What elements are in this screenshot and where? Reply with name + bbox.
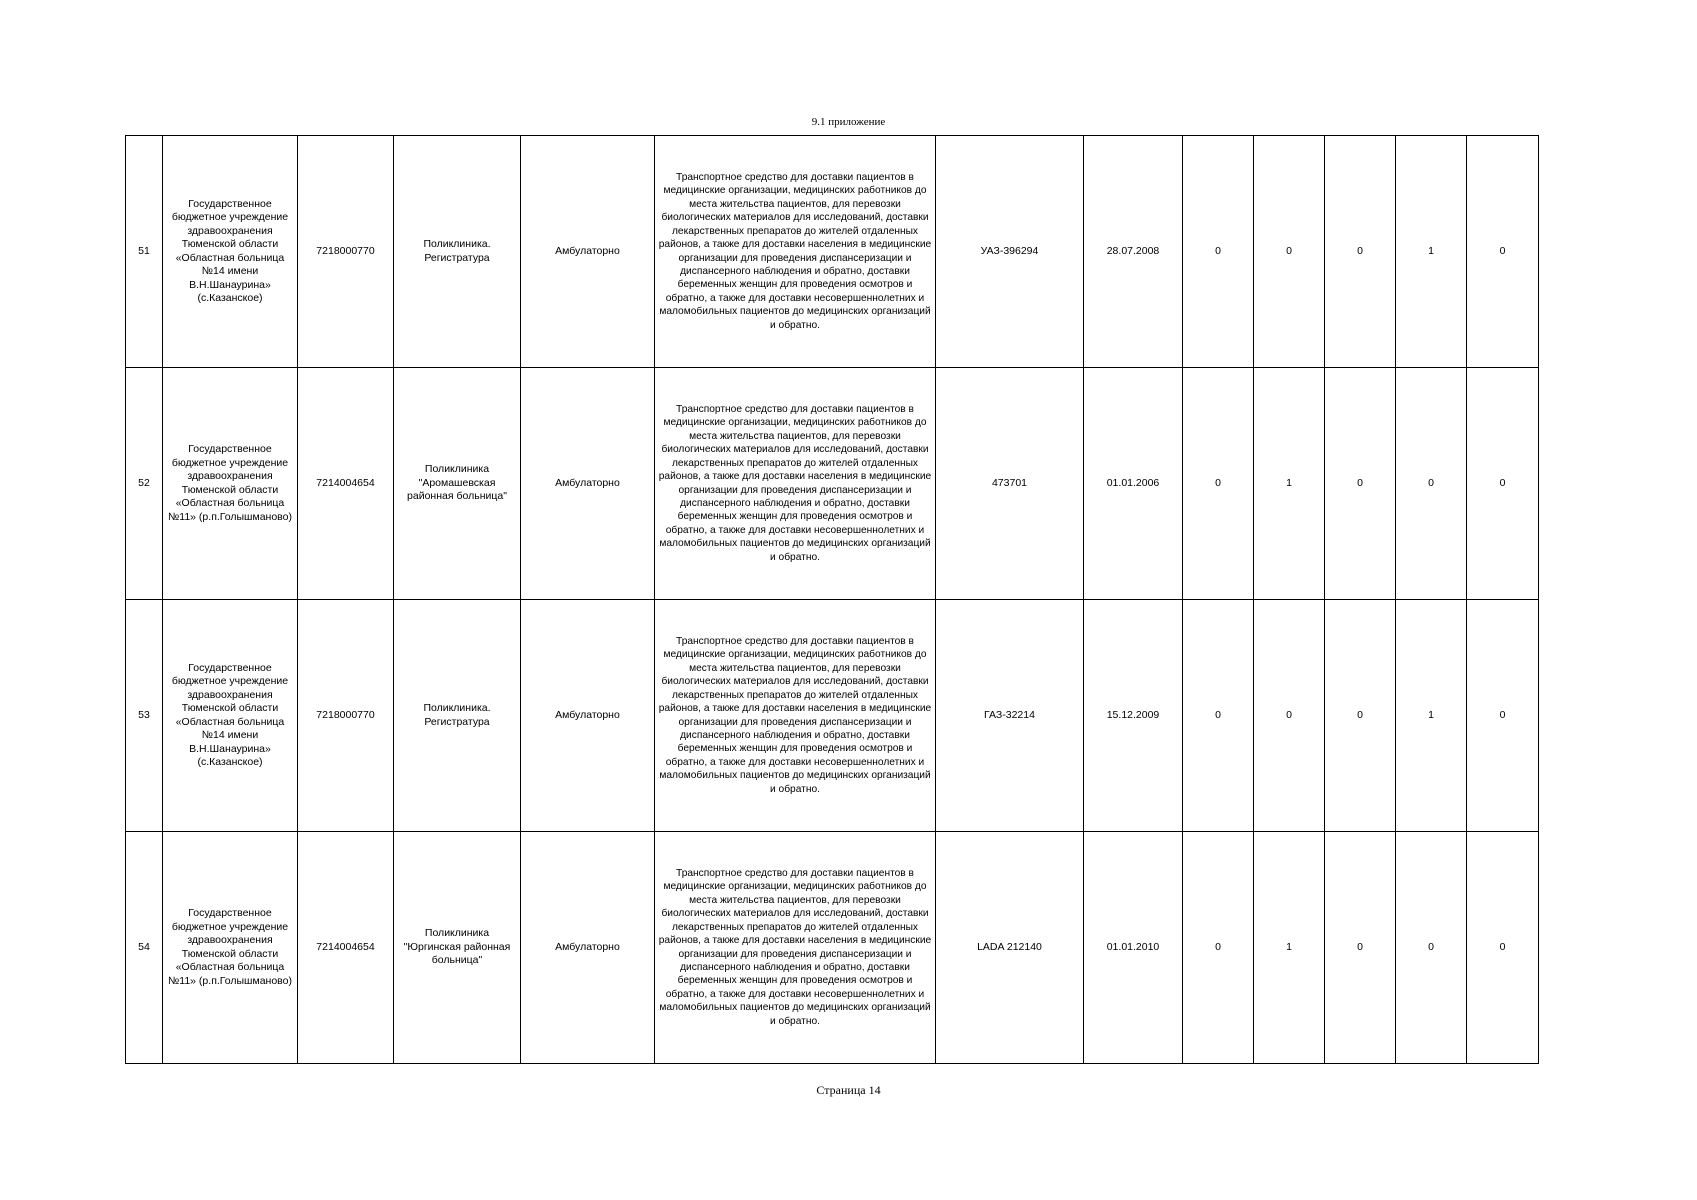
count-cell: 0: [1254, 136, 1325, 368]
count-cell: 0: [1467, 368, 1539, 600]
vehicle-model: LADA 212140: [936, 832, 1084, 1064]
vehicle-purpose: Транспортное средство для доставки пациентов в медицинские организации, медицинских работников до места жительства пациентов, для перевозки биологических материалов для исследований, доставки лекарственных препаратов до жителей отдаленных районов, а также для доставки населения в медицинские организации для проведения диспансеризации и диспансерного наблюдения и обратно, доставки беременных женщин для проведения осмотров и обратно, а также для доставки несовершеннолетних и маломобильных пациентов до медицинских организаций и обратно.: [655, 368, 936, 600]
vehicle-date: 28.07.2008: [1084, 136, 1183, 368]
organization-name: Государственное бюджетное учреждение здравоохранения Тюменской области «Областная больница №11» (р.п.Голышманово): [163, 368, 298, 600]
row-number: 53: [126, 600, 163, 832]
vehicle-purpose: Транспортное средство для доставки пациентов в медицинские организации, медицинских работников до места жительства пациентов, для перевозки биологических материалов для исследований, доставки лекарственных препаратов до жителей отдаленных районов, а также для доставки населения в медицинские организации для проведения диспансеризации и диспансерного наблюдения и обратно, доставки беременных женщин для проведения осмотров и обратно, а также для доставки несовершеннолетних и маломобильных пациентов до медицинских организаций и обратно.: [655, 600, 936, 832]
care-mode: Амбулаторно: [521, 368, 655, 600]
vehicle-model: 473701: [936, 368, 1084, 600]
count-cell: 0: [1325, 368, 1396, 600]
count-cell: 1: [1254, 832, 1325, 1064]
care-mode: Амбулаторно: [521, 600, 655, 832]
count-cell: 0: [1183, 600, 1254, 832]
count-cell: 0: [1325, 136, 1396, 368]
data-table: [125, 135, 1539, 1064]
inn: 7218000770: [298, 136, 394, 368]
count-cell: 0: [1183, 832, 1254, 1064]
count-cell: 0: [1396, 832, 1467, 1064]
count-cell: 0: [1254, 600, 1325, 832]
count-cell: 0: [1396, 368, 1467, 600]
organization-name: Государственное бюджетное учреждение здравоохранения Тюменской области «Областная больница №11» (р.п.Голышманово): [163, 832, 298, 1064]
count-cell: 0: [1467, 832, 1539, 1064]
vehicle-model: ГАЗ-32214: [936, 600, 1084, 832]
vehicle-date: 01.01.2006: [1084, 368, 1183, 600]
department: Поликлиника "Юргинская районная больница": [394, 832, 521, 1064]
vehicle-model: УАЗ-396294: [936, 136, 1084, 368]
count-cell: 1: [1254, 368, 1325, 600]
count-cell: 0: [1325, 832, 1396, 1064]
count-cell: 1: [1396, 600, 1467, 832]
inn: 7218000770: [298, 600, 394, 832]
row-number: 52: [126, 368, 163, 600]
vehicle-purpose: Транспортное средство для доставки пациентов в медицинские организации, медицинских работников до места жительства пациентов, для перевозки биологических материалов для исследований, доставки лекарственных препаратов до жителей отдаленных районов, а также для доставки населения в медицинские организации для проведения диспансеризации и диспансерного наблюдения и обратно, доставки беременных женщин для проведения осмотров и обратно, а также для доставки несовершеннолетних и маломобильных пациентов до медицинских организаций и обратно.: [655, 832, 936, 1064]
count-cell: 0: [1183, 368, 1254, 600]
count-cell: 0: [1325, 600, 1396, 832]
organization-name: Государственное бюджетное учреждение здравоохранения Тюменской области «Областная больница №14 имени В.Н.Шанаурина» (с.Казанское): [163, 136, 298, 368]
care-mode: Амбулаторно: [521, 136, 655, 368]
table-row: [126, 136, 1539, 368]
care-mode: Амбулаторно: [521, 832, 655, 1064]
table-row: [126, 368, 1539, 600]
count-cell: 0: [1467, 136, 1539, 368]
page-header: 9.1 приложение: [811, 116, 886, 128]
row-number: 51: [126, 136, 163, 368]
department: Поликлиника. Регистратура: [394, 600, 521, 832]
vehicle-date: 15.12.2009: [1084, 600, 1183, 832]
organization-name: Государственное бюджетное учреждение здравоохранения Тюменской области «Областная больница №14 имени В.Н.Шанаурина» (с.Казанское): [163, 600, 298, 832]
table-row: [126, 600, 1539, 832]
vehicle-date: 01.01.2010: [1084, 832, 1183, 1064]
inn: 7214004654: [298, 368, 394, 600]
count-cell: 0: [1183, 136, 1254, 368]
department: Поликлиника. Регистратура: [394, 136, 521, 368]
vehicle-purpose: Транспортное средство для доставки пациентов в медицинские организации, медицинских работников до места жительства пациентов, для перевозки биологических материалов для исследований, доставки лекарственных препаратов до жителей отдаленных районов, а также для доставки населения в медицинские организации для проведения диспансеризации и диспансерного наблюдения и обратно, доставки беременных женщин для проведения осмотров и обратно, а также для доставки несовершеннолетних и маломобильных пациентов до медицинских организаций и обратно.: [655, 136, 936, 368]
row-number: 54: [126, 832, 163, 1064]
department: Поликлиника "Аромашевская районная больница": [394, 368, 521, 600]
count-cell: 1: [1396, 136, 1467, 368]
table-row: [126, 832, 1539, 1064]
count-cell: 0: [1467, 600, 1539, 832]
page-number: Страница 14: [816, 1083, 881, 1097]
inn: 7214004654: [298, 832, 394, 1064]
